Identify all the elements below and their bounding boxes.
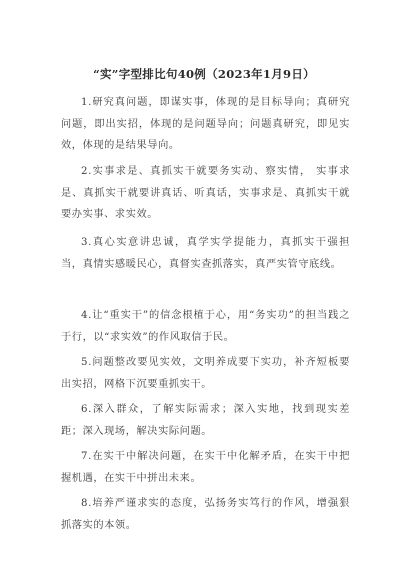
paragraph-5: 5.问题整改要见实效，文明养成要下实功，补齐短板要出实招，网格下沉要重抓实干。 bbox=[61, 357, 350, 390]
paragraph-8: 8.培养严谨求实的态度，弘扬务实笃行的作风，增强狠抓落实的本领。 bbox=[61, 498, 350, 531]
paragraph-7: 7.在实干中解决问题，在实干中化解矛盾，在实干中把握机遇，在实干中拼出未来。 bbox=[61, 451, 350, 484]
paragraph-1: 1.研究真问题，即谋实事，体现的是目标导向；真研究问题，即出实招，体现的是问题导向；问题真研究，即见实效，体现的是结果导向。 bbox=[61, 97, 350, 151]
document-title: “实”字型排比句40例（2023年1月9日） bbox=[93, 67, 315, 81]
paragraph-3: 3.真心实意讲忠诚，真学实学提能力，真抓实干强担当，真情实感暖民心，真督实查抓落实，真严实管守底线。 bbox=[61, 237, 350, 270]
paragraph-6: 6.深入群众，了解实际需求；深入实地，找到现实差距；深入现场，解决实际问题。 bbox=[61, 404, 350, 437]
paragraph-4: 4.让“重实干”的信念根植于心，用“务实功”的担当践之于行，以“求实效”的作风取信于民。 bbox=[61, 310, 350, 343]
paragraph-2: 2.实事求是、真抓实干就要务实动、察实情， 实事求是、真抓实干就要讲真话、听真话，实事求是、真抓实干就要办实事、求实效。 bbox=[61, 166, 350, 220]
